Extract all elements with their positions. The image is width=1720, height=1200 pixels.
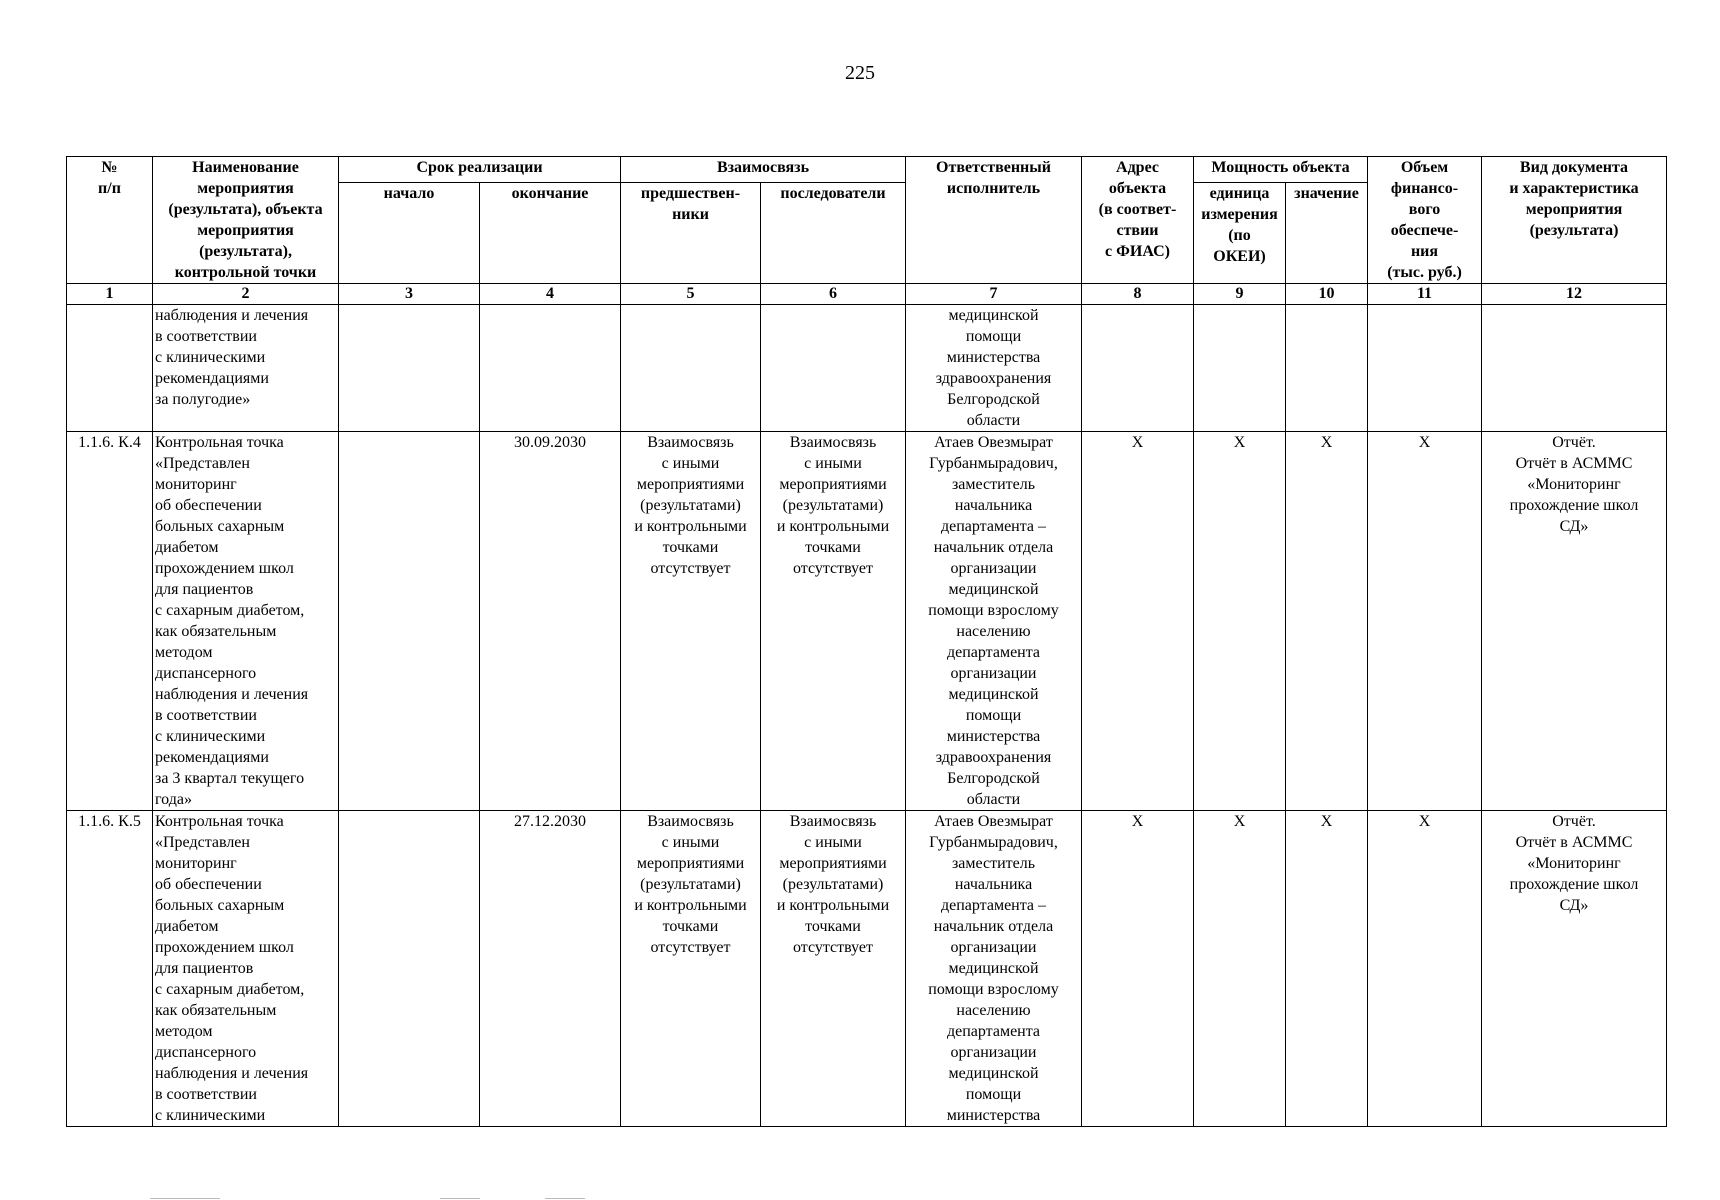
- cell-end: 27.12.2030: [480, 811, 621, 1127]
- cell-name: наблюдения и лечения в соответствии с клиническими рекомендациями за полугодие»: [153, 305, 339, 432]
- header-doc: Вид документа и характеристика мероприятия (результата): [1482, 157, 1667, 284]
- header-term-start: начало: [339, 183, 480, 284]
- cell-name: Контрольная точка «Представлен мониторинг об обеспечении больных сахарным диабетом прохождением школ для пациентов с сахарным диабетом, как обязательным методом диспансерного наблюдения и лечения в соответствии с клиническими: [153, 811, 339, 1127]
- table-row: [67, 305, 1667, 432]
- header-address: Адрес объекта (в соответ- ствии с ФИАС): [1082, 157, 1194, 284]
- column-number: 4: [480, 284, 621, 305]
- column-number: 3: [339, 284, 480, 305]
- header-term-end: окончание: [480, 183, 621, 284]
- header-power-unit: единица измерения (по ОКЕИ): [1194, 183, 1286, 284]
- cell-value: Х: [1286, 811, 1368, 1127]
- cell-finance: [1368, 305, 1482, 432]
- cell-next: [761, 305, 906, 432]
- column-number: 9: [1194, 284, 1286, 305]
- column-number: 7: [906, 284, 1082, 305]
- cell-address: Х: [1082, 811, 1194, 1127]
- header-term: Срок реализации: [339, 157, 621, 183]
- cell-num: [67, 305, 153, 432]
- cell-end: [480, 305, 621, 432]
- cell-responsible: медицинской помощи министерства здравоохранения Белгородской области: [906, 305, 1082, 432]
- cell-value: [1286, 305, 1368, 432]
- column-number: 1: [67, 284, 153, 305]
- page-number: 225: [845, 62, 875, 84]
- cell-num: 1.1.6. К.4: [67, 432, 153, 811]
- cell-doc: [1482, 305, 1667, 432]
- cell-unit: Х: [1194, 811, 1286, 1127]
- column-number: 6: [761, 284, 906, 305]
- column-number: 11: [1368, 284, 1482, 305]
- header-responsible: Ответственный исполнитель: [906, 157, 1082, 284]
- header-link: Взаимосвязь: [621, 157, 906, 183]
- cell-finance: Х: [1368, 432, 1482, 811]
- cell-finance: Х: [1368, 811, 1482, 1127]
- header-power-value: значение: [1286, 183, 1368, 284]
- cell-next: Взаимосвязь с иными мероприятиями (результатами) и контрольными точками отсутствует: [761, 811, 906, 1127]
- header-link-next: последователи: [761, 183, 906, 284]
- header-finance: Объем финансо- вого обеспече- ния (тыс. руб.): [1368, 157, 1482, 284]
- cell-value: Х: [1286, 432, 1368, 811]
- cell-next: Взаимосвязь с иными мероприятиями (результатами) и контрольными точками отсутствует: [761, 432, 906, 811]
- cell-end: 30.09.2030: [480, 432, 621, 811]
- column-number: 10: [1286, 284, 1368, 305]
- cell-name: Контрольная точка «Представлен мониторинг об обеспечении больных сахарным диабетом прохождением школ для пациентов с сахарным диабетом, как обязательным методом диспансерного наблюдения и лечения в соответствии с клиническими рекомендациями за 3 квартал текущего года»: [153, 432, 339, 811]
- scan-artifact-line: [150, 1198, 220, 1199]
- column-number: 12: [1482, 284, 1667, 305]
- cell-start: [339, 432, 480, 811]
- header-row-1: [67, 157, 1667, 183]
- column-numbers-row: [67, 284, 1667, 305]
- column-number: 5: [621, 284, 761, 305]
- header-num: № п/п: [67, 157, 153, 284]
- scan-artifact-line: [440, 1198, 480, 1199]
- cell-start: [339, 811, 480, 1127]
- cell-address: [1082, 305, 1194, 432]
- table-row: [67, 811, 1667, 1127]
- cell-address: Х: [1082, 432, 1194, 811]
- cell-num: 1.1.6. К.5: [67, 811, 153, 1127]
- scan-artifact-line: [545, 1198, 585, 1199]
- cell-prev: Взаимосвязь с иными мероприятиями (результатами) и контрольными точками отсутствует: [621, 811, 761, 1127]
- plan-table: [66, 156, 1667, 1127]
- column-number: 2: [153, 284, 339, 305]
- cell-doc: Отчёт. Отчёт в АСММС «Мониторинг прохождение школ СД»: [1482, 432, 1667, 811]
- cell-responsible: Атаев Овезмырат Гурбанмырадович, заместитель начальника департамента – начальник отдела организации медицинской помощи взрослому населению департамента организации медицинской помощи министерства здравоохранения Белгородской области: [906, 432, 1082, 811]
- cell-prev: Взаимосвязь с иными мероприятиями (результатами) и контрольными точками отсутствует: [621, 432, 761, 811]
- table-row: [67, 432, 1667, 811]
- cell-doc: Отчёт. Отчёт в АСММС «Мониторинг прохождение школ СД»: [1482, 811, 1667, 1127]
- cell-prev: [621, 305, 761, 432]
- cell-responsible: Атаев Овезмырат Гурбанмырадович, заместитель начальника департамента – начальник отдела организации медицинской помощи взрослому населению департамента организации медицинской помощи министерства: [906, 811, 1082, 1127]
- header-link-prev: предшествен- ники: [621, 183, 761, 284]
- column-number: 8: [1082, 284, 1194, 305]
- cell-unit: Х: [1194, 432, 1286, 811]
- header-name: Наименование мероприятия (результата), объекта мероприятия (результата), контрольной точки: [153, 157, 339, 284]
- cell-start: [339, 305, 480, 432]
- cell-unit: [1194, 305, 1286, 432]
- header-power: Мощность объекта: [1194, 157, 1368, 183]
